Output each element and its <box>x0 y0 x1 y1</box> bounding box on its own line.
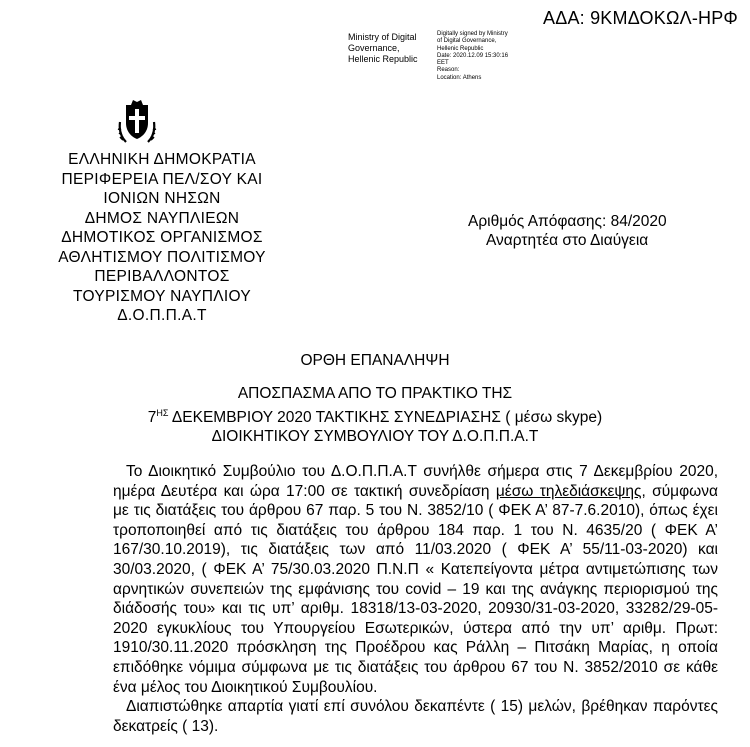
body-paragraph-1 <box>113 462 718 697</box>
paragraph-text: σύμφωνα με τις διατάξεις του άρθρου 67 παρ. 5 του Ν. 3852/10 ( ΦΕΚ Α’ 87-7.6.2010), όπως έχει τροποποιηθεί από τις διατάξεις του άρθρου 184 παρ. 1 του Ν. 4635/20 ( ΦΕΚ Α’ 167/30.10.2019), τις διατάξεις των από 11/03.2020 ( ΦΕΚ Α’ 55/11-03-2020) και 30/03.2020, ( ΦΕΚ Α’ 75/30.03.2020 Π.Ν.Π « Κατεπείγοντα μέτρα αντιμετώπισης των αρνητικών συνεπειών της εμφάνισης του covid – 19 και της ανάγκης περιορισμού της διάδοσής του» και τις υπ’ αριθμ. 18318/13-03-2020, 20930/31-03-2020, 33282/29-05-2020 εγκυκλίους του Υπουργείου Εσωτερικών, ύστερα από την υπ’ αριθμ. Πρωτ: 1910/30.11.2020 πρόσκληση της Προέδρου κας Ράλλη – Πιτσάκη Μαρίας, η οποία επιδόθηκε νόμιμα σύμφωνα με τις διατάξεις του άρθρου 67 του Ν. 3852/2010 σε κάθε ένα μέλος του Διοικητικού Συμβουλίου. <box>113 482 718 696</box>
ada-code: ΑΔΑ: 9ΚΜΔΟΚΩΛ-ΗΡΦ <box>543 8 738 28</box>
excerpt-line-2 <box>0 404 750 428</box>
excerpt-heading <box>0 384 750 447</box>
issuer-line: ΠΕΡΙΒΑΛΛΟΝΤΟΣ <box>94 268 230 285</box>
meeting-day-suffix: ΗΣ <box>156 407 169 418</box>
issuer-line: ΑΘΛΗΤΙΣΜΟΥ ΠΟΛΙΤΙΣΜΟΥ <box>58 248 266 266</box>
diavgeia-posting-note: Αναρτητέα στο Διαύγεια <box>486 232 649 249</box>
excerpt-line-1: ΑΠΟΣΠΑΣΜΑ ΑΠΟ ΤΟ ΠΡΑΚΤΙΚΟ ΤΗΣ <box>237 385 513 402</box>
issuer-line: ΔΗΜΟΤΙΚΟΣ ΟΡΓΑΝΙΣΜΟΣ <box>61 229 263 246</box>
excerpt-line-3: ΔΙΟΙΚΗΤΙΚΟΥ ΣΥΜΒΟΥΛΙΟΥ ΤΟΥ Δ.Ο.Π.Π.Α.Τ <box>211 428 539 445</box>
issuer-line: ΙΟΝΙΩΝ ΝΗΣΩΝ <box>103 190 221 207</box>
issuer-line: ΤΟΥΡΙΣΜΟΥ ΝΑΥΠΛΙΟΥ <box>72 287 251 305</box>
correction-title: ΟΡΘΗ ΕΠΑΝΑΛΗΨΗ <box>300 352 450 369</box>
meeting-day: 7 <box>147 408 157 426</box>
underlined-text: μέσω τηλεδιάσκεψης, <box>495 482 646 500</box>
document-body <box>113 462 718 736</box>
signature-details: Digitally signed by Ministry of Digital Governance, Hellenic Republic Date: 2020.12.09 15:30:16 EET Reason: Location: Athens <box>437 31 509 81</box>
meeting-description: ΔΕΚΕΜΒΡΙΟΥ 2020 ΤΑΚΤΙΚΗΣ ΣΥΝΕΔΡΙΑΣΗΣ ( μέσω skype) <box>168 408 603 426</box>
decision-info <box>468 212 667 250</box>
body-paragraph-2: Διαπιστώθηκε απαρτία γιατί επί συνόλου δεκαπέντε ( 15) μελών, βρέθηκαν παρόντες δεκατρείς ( 13). <box>113 698 718 735</box>
paragraph-text: Το Διοικητικό Συμβούλιο του Δ.Ο.Π.Π.Α.Τ συνήλθε σήμερα στις 7 Δεκεμβρίου 2020, ημέρα Δευτέρα και ώρα 17:00 σε τακτική συνεδρίαση <box>113 463 718 500</box>
issuer-line: ΔΗΜΟΣ ΝΑΥΠΛΙΕΩΝ <box>84 209 240 227</box>
hellenic-emblem-icon <box>117 96 157 144</box>
issuer-line: ΕΛΛΗΝΙΚΗ ΔΗΜΟΚΡΑΤΙΑ <box>68 151 256 168</box>
issuer-line: Δ.Ο.Π.Π.Α.Τ <box>117 307 207 324</box>
issuer-line: ΠΕΡΙΦΕΡΕΙΑ ΠΕΛ/ΣΟΥ ΚΑΙ <box>61 170 263 188</box>
issuer-block <box>58 150 266 326</box>
decision-number: Αριθμός Απόφασης: 84/2020 <box>468 213 667 230</box>
signature-signer: Ministry of Digital Governance, Hellenic Republic <box>348 32 418 64</box>
